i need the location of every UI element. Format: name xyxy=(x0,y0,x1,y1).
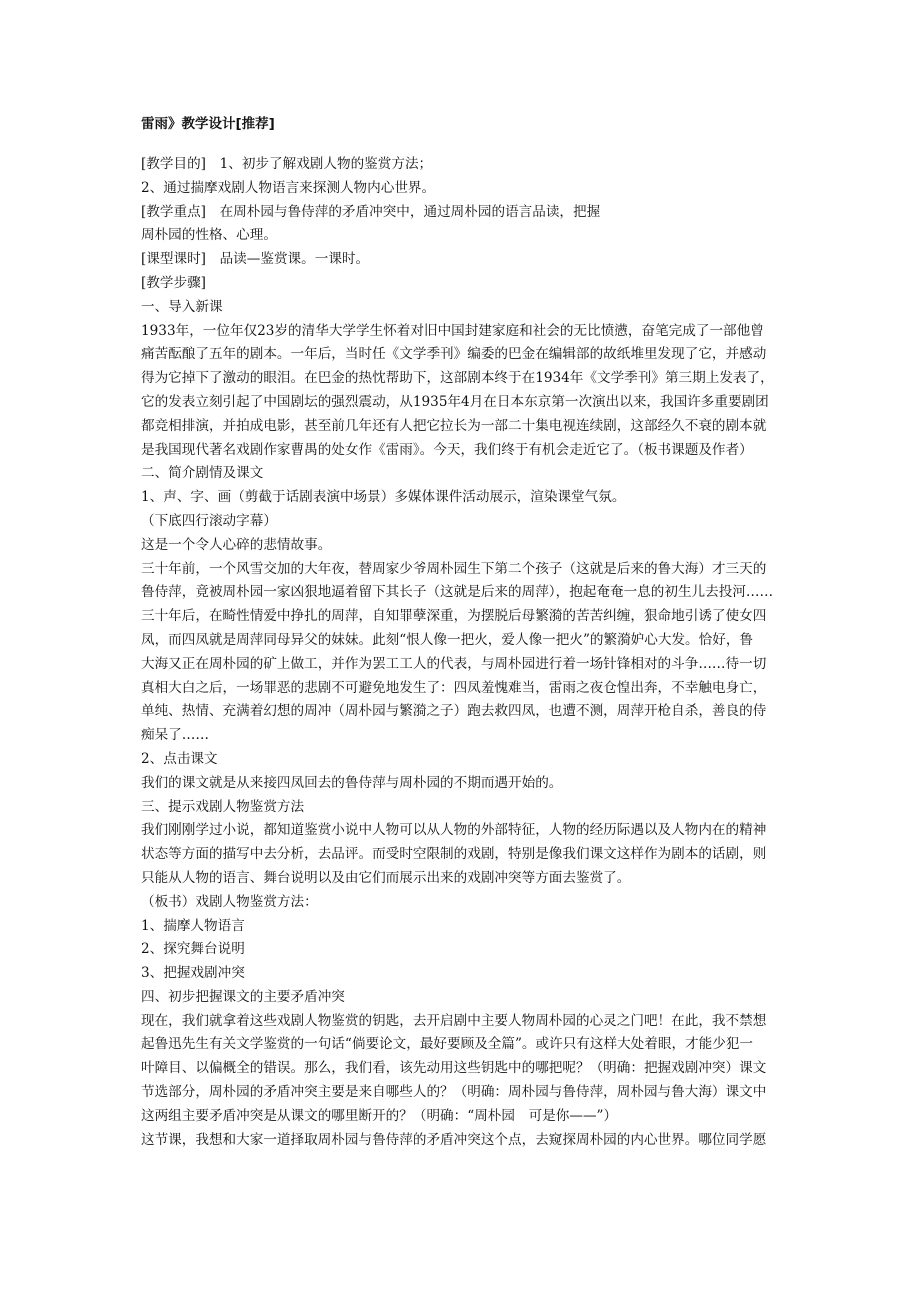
text-line: （板书）戏剧人物鉴赏方法： xyxy=(141,893,318,910)
text-line: 1、揣摩人物语言 xyxy=(141,917,245,934)
text-line: 它的发表立刻引起了中国剧坛的强烈震动，从1935年4月在日本东京第一次演出以来，我国许多重要剧团 xyxy=(141,393,769,410)
text-line: 周朴园的性格、心理。 xyxy=(141,227,277,244)
text-line: 痛苦酝酿了五年的剧本。一年后，当时任《文学季刊》编委的巴金在编辑部的故纸堆里发现了它，并感动 xyxy=(141,346,767,363)
text-line: 四、初步把握课文的主要矛盾冲突 xyxy=(141,988,345,1005)
text-line: 都竞相排演，并拍成电影，甚至前几年还有人把它拉长为一部二十集电视连续剧，这部经久不衰的剧本就 xyxy=(141,417,767,434)
text-line: 起鲁迅先生有关文学鉴赏的一句话“倘要论文，最好要顾及全篇”。或许只有这样大处着眼，才能少犯一 xyxy=(141,1036,754,1053)
text-line: 三十年前，一个风雪交加的大年夜，替周家少爷周朴园生下第二个孩子（这就是后来的鲁大海）才三天的 xyxy=(141,560,767,577)
text-line: 2、探究舞台说明 xyxy=(141,941,245,958)
text-line: 鲁侍萍，竟被周朴园一家凶狠地逼着留下其长子（这就是后来的周萍），抱起奄奄一息的初生儿去投河…… xyxy=(141,584,774,601)
text-line: 1、声、字、画（剪截于话剧表演中场景）多媒体课件活动展示，渲染课堂气氛。 xyxy=(141,489,626,506)
text-line: 是我国现代著名戏剧作家曹禺的处女作《雷雨》。今天，我们终于有机会走近它了。（板书课题及作者） xyxy=(141,441,753,458)
text-line: 真相大白之后，一场罪恶的悲剧不可避免地发生了：四凤羞愧难当，雷雨之夜仓惶出奔，不幸触电身亡， xyxy=(141,679,767,696)
text-line: [教学步骤] xyxy=(141,274,206,291)
text-line: 我们的课文就是从来接四凤回去的鲁侍萍与周朴园的不期而遇开始的。 xyxy=(141,774,563,791)
text-line: 节选部分，周朴园的矛盾冲突主要是来自哪些人的？（明确：周朴园与鲁侍萍，周朴园与鲁大海）课文中 xyxy=(141,1084,767,1101)
text-line: 叶障目、以偏概全的错误。那么，我们看，该先动用这些钥匙中的哪把呢？（明确：把握戏剧冲突）课文 xyxy=(141,1060,767,1077)
text-line: 只能从人物的语言、舞台说明以及由它们而展示出来的戏剧冲突等方面去鉴赏了。 xyxy=(141,869,631,886)
text-line: 2、通过揣摩戏剧人物语言来探测人物内心世界。 xyxy=(141,179,436,196)
text-line: 3、把握戏剧冲突 xyxy=(141,965,245,982)
text-line: 2、点击课文 xyxy=(141,750,218,767)
text-line: 凤，而四凤就是周萍同母异父的妹妹。此刻“恨人像一把火，爱人像一把火”的繁漪妒心大发。恰好，鲁 xyxy=(141,631,754,648)
text-line: 我们刚刚学过小说，都知道鉴赏小说中人物可以从人物的外部特征，人物的经历际遇以及人物内在的精神 xyxy=(141,822,767,839)
text-line: 二、简介剧情及课文 xyxy=(141,465,264,482)
text-line: 1933年，一位年仅23岁的清华大学学生怀着对旧中国封建家庭和社会的无比愤懑，奋笔完成了一部他曾 xyxy=(141,322,764,339)
text-line: 这节课，我想和大家一道择取周朴园与鲁侍萍的矛盾冲突这个点，去窥探周朴园的内心世界。哪位同学愿 xyxy=(141,1131,767,1148)
text-line: 这是一个令人心碎的悲情故事。 xyxy=(141,536,332,553)
text-line: [课型课时] 品读—鉴赏课。一课时。 xyxy=(141,251,370,268)
text-line: 一、导入新课 xyxy=(141,298,223,315)
text-line: （下底四行滚动字幕） xyxy=(141,512,277,529)
text-line: 痴呆了…… xyxy=(141,727,209,744)
text-line: 现在，我们就拿着这些戏剧人物鉴赏的钥匙，去开启剧中主要人物周朴园的心灵之门吧！在此，我不禁想 xyxy=(141,1012,767,1029)
text-line: 三十年后，在畸性情爱中挣扎的周萍，自知罪孽深重，为摆脱后母繁漪的苦苦纠缠，狠命地引诱了使女四 xyxy=(141,608,767,625)
text-line: 这两组主要矛盾冲突是从课文的哪里断开的？（明确：“周朴园 可是你——”） xyxy=(141,1107,618,1124)
text-line: 单纯、热情、充满着幻想的周冲（周朴园与繁漪之子）跑去救四凤，也遭不测，周萍开枪自杀，善良的侍 xyxy=(141,703,767,720)
text-line: 状态等方面的描写中去分析，去品评。而受时空限制的戏剧，特别是像我们课文这样作为剧本的话剧，则 xyxy=(141,846,767,863)
text-line: [教学目的] 1、初步了解戏剧人物的鉴赏方法； xyxy=(141,156,433,172)
text-line: 三、提示戏剧人物鉴赏方法 xyxy=(141,798,305,815)
document-title: 雷雨》教学设计[推荐] xyxy=(141,116,275,132)
document-body xyxy=(141,153,788,1152)
text-line: 大海又正在周朴园的矿上做工，并作为罢工工人的代表，与周朴园进行着一场针锋相对的斗争……待一切 xyxy=(141,655,767,672)
text-line: 得为它掉下了激动的眼泪。在巴金的热忱帮助下，这部剧本终于在1934年《文学季刊》第三期上发表了， xyxy=(141,370,774,387)
text-line: [教学重点] 在周朴园与鲁侍萍的矛盾冲突中，通过周朴园的语言品读，把握 xyxy=(141,203,601,220)
